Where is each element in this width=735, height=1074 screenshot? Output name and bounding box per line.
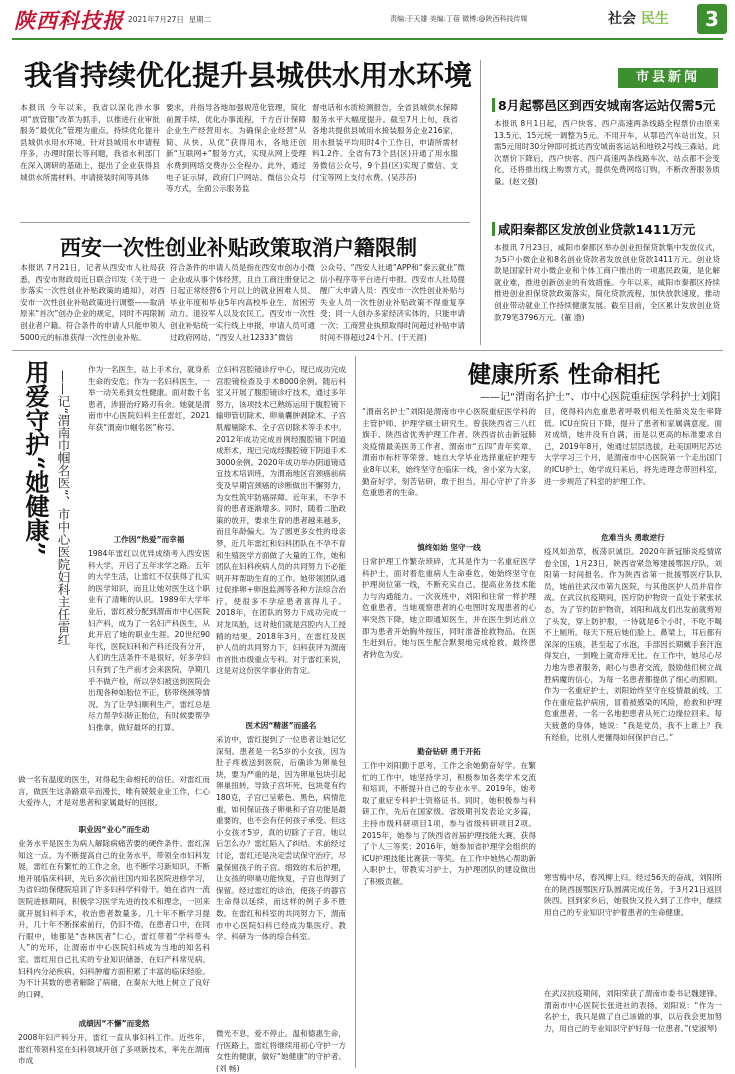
second-col-2: 符合条件的申请人员是指在西安市创办小微企业或从事个体经营，且自工商注册登记之日起正常经营6个月以上的就业困难人员、毕业年度和毕业5年内高校毕业生、贫困劳动力、退役军人以及农民工。西安市一次性创业补贴统一实行线上申报，申请人员可通过政府网站、“西安人社12333”微信 — [170, 263, 315, 342]
feature1-subhead-2: 职业因“业心”而生动 — [78, 825, 150, 834]
feature1-col-2c: 微光不息，爱不停止。温和德惠生命，行医路上，雷红将继续用初心守护一方女性的健康，做好“她健康”的守护者。(刘 畅) — [216, 1029, 346, 1073]
lead-col-2: 要求，并指导各地加强规范化管理，简化前置手续，优化办事流程，千方百计保障企业生产经营用水。为确保企业经营“从简、从快、从优”获得用水，各地还创新“互联网+”服务方式，实现从网上受理水费到网络交费办公全程办。此外，通过电子证示屏，政府门户网站、微信公众号等方式，全面公示服务监 — [166, 103, 306, 194]
feature1-col-1b: 1984年雷红以优异成绩考入西安医科大学，开启了五年求学之路。五年的大学生活，让雷红不仅获得了扎实的医学知识，而且让她对医生这个职业有了清晰的认识。1989年大学毕业后，雷红被分配到渭南市中心医院妇产科，成为了一名妇产科医生，从此开启了她的职业生涯。20世纪90年代，医院妇科和产科还没有分开，人们的生活条件不是很好，好多孕妇只有到了生产前才会来医院，孕期几乎不做产检，所以孕妇被送到医院会出现各种如胎位不正，脐带绕颈等情况。为了让孕妇顺利生产，雷红总是尽力帮孕妇矫正胎位，有时候要帮孕妇推拿，做好最坏的打算。 — [88, 549, 210, 732]
feature1-col-1d: 业务水平是医生为病人解除病痛苦要的硬件条件。雷红深知这一点。为不断提高自己的业务水平，带领全市妇科发展，雷红在有繁忙的工作之余，也不断学习新知识，不断地开展临床科研，先后多次前往国内知名医院进修学习，为省妇幼保健院培训了许多妇科学科骨干。她在省内一流医院进修期间，积极学习医学先进的技术和理念，一回来就开展妇科手术，收治患者数量多。几十年不断学习提升，几十年不断探索前行，仍旧不倦，在患者口中，在同行眼中，她都是“杏林医者”仁心，雷红带着“学科带头人”的光环，让渭南市中心医院妇科成为当地的知名科室。雷红用自己扎实的专业知识储备，在妇产科常见病、妇科内分泌疾病、妇科肿瘤方面积累了丰富的临床经验。为不计其数的患者解除了病痛，在秦东大地上树立了良好的口碑。 — [18, 839, 210, 999]
issue-date — [128, 14, 211, 25]
feature1-subhead-1: 工作因“热爱”而幸福 — [113, 535, 185, 544]
feature2-headline: 健康所系 性命相托 — [468, 361, 661, 388]
weekday-text: 星期二 — [188, 15, 212, 24]
feature1-col-2: 立妇科宫腔镜诊疗中心，现已成功完成宫腔镜检查及手术8000余例。随后科室又开展了腹腔镜诊疗技术，通过多年努力，该项技术已熟练运用于腹腔镜下输卵管切除术、卵巢囊肿剥除术、子宫肌瘤剔除术、全子宫切除术等手术中。2012年成功完成首例经腹腔镜下阴道成形术，现已完成经腹腔镜下阴道手术3000余例。2020年成功举办阴道镜适宜技术培训班，为渭南地区宫颈癌前病变及早期宫颈癌的诊断做出不懈努力，为女性筑牢防癌屏障。近年来，不孕不育的患者逐渐增多。同时，随着二胎政策的放开，要求生育的患者越来越多，而且年龄偏大。为了圆更多女性的母亲梦，近几年雷红和妇科团队在不孕不育和生殖医学方面做了大量的工作，她和团队在妇科疾病人员的共同努力下必能明开拜帮助生育的工作。她带领团队通过促排卵+卵泡监测等各种方法综合治疗，使很多不孕症患者喜得儿子。2018年，在团队的努力下成功完成一对龙凤胎，这对他们就是宫腔内人工授精的结果。2018年3月，在雷红及医护人员的共同努力下，妇科获评为渭南市首批市级重点专科。对于雷红来说，这是对这份医学事业的肯定。 — [216, 365, 346, 676]
city-news-1-title: 8月起鄠邑区到西安城南客运站仅需5元 — [498, 98, 716, 113]
page-header — [0, 0, 735, 40]
second-headline: 西安一次性创业补贴政策取消户籍限制 — [60, 235, 417, 260]
feature2-col-2d: 在武汉抗疫期间，刘阳荣获了渭南市委书记魏建锋、渭南市中心医院长张进社的表扬，刘阳说：“作为一名护士，我只是做了自己该做的事，以后我会更加努力，用自己的专业知识守护好每一位患者。”(党淑琴) — [544, 989, 722, 1033]
feature2-subhead-3: 危难当头 勇敢逆行 — [601, 533, 665, 542]
feature1-headline: 用爱守护“她健康” — [21, 360, 50, 556]
city-news-banner: 市县新闻 — [618, 68, 718, 88]
divider-1 — [20, 222, 470, 223]
lead-col-1: 本报讯 今年以来，我省以深化涉水事项“放管服”改革为抓手，以推进行业审批服务“最优化”管理为重点，持续优化提升县城供水用水环境。针对县城用水申请程序多，办理时限长等问题，我省水利部门在深入调研的基础上，提出了企业获得县城供水所需材料、申请接装时间等具体 — [20, 103, 160, 182]
section-b: 民生 — [640, 11, 669, 27]
feature2-col-1c: 工作中刘阳勤于思考，工作之余她勤奋好学。在繁忙的工作中，她坚持学习，积极参加各类学术交流和培训，不断提升自己的专业水平。2019年，她考取了重症专科护士资格证书。同时，她积极参与科研工作，先后在国家级、省级期刊发表论文多篇，主持市级科研项目1项，参与省级科研项目2项。2015年，她参与了陕西省首届护理技能大赛，获得了个人三等奖；2016年，她参加省护理学会组织的ICU护理技能比赛获一等奖。在工作中她热心帮助新入职护士，带教实习护士，为护理团队的建设做出了积极贡献。 — [362, 761, 536, 886]
city-news-1-body: 本报讯 8月1日起，西户快客、西户高速两条线路全程票价由原来13.5元、15元统一调整为5元。不用开车，从鄠邑汽车站出发，只需5元用时30分钟即可抵达西安城南客运站和地铁2号线三森站。此次票价下降后，西户快客、西户高速两条线路车次、站点都不会变化，还将推出线上购票方式，提供免费网络订购，不断改善服务质量。(赵文强) — [494, 119, 720, 186]
section-label — [608, 8, 669, 28]
feature2-col-1b: 日常护理工作繁杂琐碎，尤其是作为一名重症医学科护士，面对着危重病人生命垂危，她始终坚守在护理岗位第一线，不断充实自己，提高业务技术能力与沟通能力。一次夜班中，刘阳和往常一样护理危重患者，当她观察患者的心电图时发现患者的心率突然下降，她立即通知医生，并在医生到达前立即为患者开始胸外按压，同时准备抢救物品。在医生赶到后，她与医生配合默契地完成抢救，最终患者转危为安。 — [362, 557, 536, 659]
title-bar-1 — [492, 98, 495, 112]
feature1-col-1e: 2008年妇产科分开，雷红一直从事妇科工作。近些年，雷红带领科室在妇科领域开创了多项新技术，率先在渭南市成 — [18, 1033, 210, 1066]
feature2-col-1: “渭南名护士”刘阳是渭南市中心医院重症医学科的主管护师、护理学硕士研究生。曾获陕西省三八红旗手、陕西省优秀护理工作者、陕西省抗击新冠肺炎疫情最美医务工作者、渭南市“五四”青年奖章、渭南市标杆等荣誉。她自大学毕业选择重症护理专业8年以来，始终坚守在临床一线，舍小家为大家，勤奋好学，刻苦钻研，敢于担当，用心守护了许多危重患者的生命。 — [362, 407, 536, 498]
feature2-subhead-2: 勤奋钻研 勇于开拓 — [417, 747, 481, 756]
lead-headline: 我省持续优化提升县城供水用水环境 — [24, 59, 473, 92]
city-news-2-body: 本报讯 7月23日，咸阳市秦都区举办创业担保贷款集中发放仪式，为5户小微企业和8名创业贷款者发放创业贷款1411万元。创业贷款是国家针对小微企业和个体工商户推出的一项惠民政策，是化解就业难，推进创新创业的有效措施。今年以来，咸阳市秦都区持续推进创业担保贷款政策落实，简化贷款流程，加快放款速度，推动创业带动就业工作持续健康发展。截至目前，全区累计发放创业贷款79笔3796万元。(董 渤) — [494, 243, 720, 322]
title-bar-2 — [492, 222, 495, 236]
second-col-3: 公众号、“西安人社通”APP和“秦云就业”微信小程序等平台进行申报。西安市人社局提醒广大申请人员：西安市一次性创业补贴与失业人员一次性创业补贴政策不得重复享受；同一人创办多家经济实体的，只能申请一次；工商营业执照取得时间超过补贴申请时间不得超过24个月。(于天涯) — [320, 263, 465, 342]
feature1-subtitle: ——记“渭南巾帼名医”、市中心医院妇科主任雷红 — [56, 370, 71, 646]
feature1-subhead-4: 医术因“精湛”而盛名 — [245, 721, 317, 730]
lead-col-3: 督电话和水质检测报告，全省县城供水保障服务水平大幅度提升。截至7月上旬，我省各地共提供县城用水接装服务企业216家，用水报装平均用时4个工作日，申请所需材料1.2件。全省有73个县(区)开通了用水服务微信公众号，9个县(区)实现了微信、支付宝等网上支付水费。(吴莎莎) — [312, 103, 458, 182]
feature2-col-2c: 寒雪梅中尽，春风柳上归。经过56天的奋战，刘阳所在的陕西援鄂医疗队圆满完成任务，于3月21日返回陕西。回到家乡后，她很快又投入到了工作中，继续用自己的专业知识守护着患者的生命健康。 — [544, 873, 722, 917]
city-news-2-title: 咸阳秦都区发放创业贷款1411万元 — [498, 222, 696, 237]
section-a: 社会 — [608, 11, 636, 27]
vertical-divider-2 — [355, 356, 356, 1068]
feature2-subhead-1: 慎终如始 坚守一线 — [417, 543, 481, 552]
date-text: 2021年7月27日 — [128, 15, 184, 24]
feature1-col-1: 作为一名医生，站上手术台，就身系生命的安危；作为一名妇科医生，一举一动关系到女性健康。面对数千名患者，涉猎治疗路刃有余。她就是渭南市中心医院妇科主任雷红，2021年获“渭南巾帼名医”称号。 — [88, 365, 210, 432]
feature1-col-2b: 采访中，雷红提到了一位患者让她记忆深刻。患者是一名5岁的小女孩，因为肚子疼被送到医院，后确诊为卵巢包块，要为严重的是，因为卵巢包块引起卵巢扭转，导致子宫坏死，包块竟有约180克，子宫已呈紫色、黑色，病情危重，如何保证孩子卵巢和子宫功能是最重要的，也不会有任何孩子承受。但这小女孩才5岁，真的切除了子宫，她以后怎么办？雷红陷入了纠结。术前经过讨论，雷红还是决定尝试保守治疗，尽量保留孩子的子宫。细致的术后护理，让女孩的卵巢功能恢复，子宫也得到了保留。经过雷红的诊治，使孩子的器官生命得以延续，而这样的例子多不胜数。在雷红和科室的共同努力下，渭南市中心医院妇科已经成为集医疗、教学、科研为一体的综合科室。 — [216, 735, 346, 942]
vertical-divider — [480, 60, 481, 345]
feature2-subtitle: ——记“渭南名护士”、市中心医院重症医学科护士刘阳 — [480, 392, 721, 403]
feature2-col-2b: 疫风如劲草，板荡识诚臣。2020年新冠肺炎疫情席卷全国，1月23日，陕西省紧急筹建援鄂医疗队，刘阳第一时间报名。作为陕西省第一批援鄂医疗队队员，她前往武汉市第九医院，与其他医护人员并肩作战。在武汉抗疫期间，医疗防护物资一直处于紧张状态，为了节约防护物资，刘阳和战友们出发前就剪短了头发，穿上防护服，一待就是6个小时，不吃不喝不上厕所。每天下班后她们脸上、鼻梁上，耳后都有深深的压痕，甚至起了水泡，手部因长期戴手套汗泡得发白，一到晚上就奇痒无比。在工作中，她尽心尽力地为患者服务，耐心与患者交流，鼓励他们树立战胜病魔的信心，为每一名患者都提供了细心的照顾。作为一名重症护士，刘阳始终坚守在疫情最前线，工作在重症监护病房，冒着被感染的风险，抢救和护理危重患者，一名一名地把患者从死亡边缘拉回来。每天疲惫的身体，她说：“我是党员，我不上谁上？我有经验，比别人更懂得如何保护自己。” — [544, 547, 722, 742]
feature1-col-1c: 做一名有温度的医生，对得起生命相托的信任。对雷红而言，做医生这条路艰辛而漫长，唯有兢兢业业工作，仁心大爱待人，才是对患者和家属最好的回报。 — [18, 775, 210, 808]
masthead: 陕西科技报 — [14, 8, 124, 33]
editors-line: 责编:于天雄 美编:丁蓓 微博:@陕西科技传媒 — [390, 15, 528, 23]
second-col-1: 本报讯 7月21日，记者从西安市人社局获悉，西安市财政局近日联合印发《关于进一步落实一次性创业补贴政策的通知》，对西安市一次性创业补贴政策进行调整——取消原来“首次”创办企业的规定，同时不再限制创业者户籍。符合条件的申请人只能申领人5000元的标准获得一次性创业补贴。 — [20, 263, 165, 342]
divider-2 — [12, 350, 723, 351]
feature2-col-2: 目，使得科内危重患者呼吸机相关性肺炎发生率降低。ICU在院日下降，提升了患者和家属满意度。面对成绩，她并没有自满，而是以更高的标准要求自己，2019年8月，她通过层层选拔，赴美国明尼苏达大学学习三个月，是渭南市中心医院第一个走出国门的ICU护士，她学成归来后，将先进理念带回科室，进一步规范了科室的护理工作。 — [544, 407, 722, 486]
feature1-subhead-3: 成绩因“不懈”而斐然 — [78, 1019, 150, 1028]
header-rule — [12, 38, 723, 40]
page-number: 3 — [697, 4, 727, 34]
